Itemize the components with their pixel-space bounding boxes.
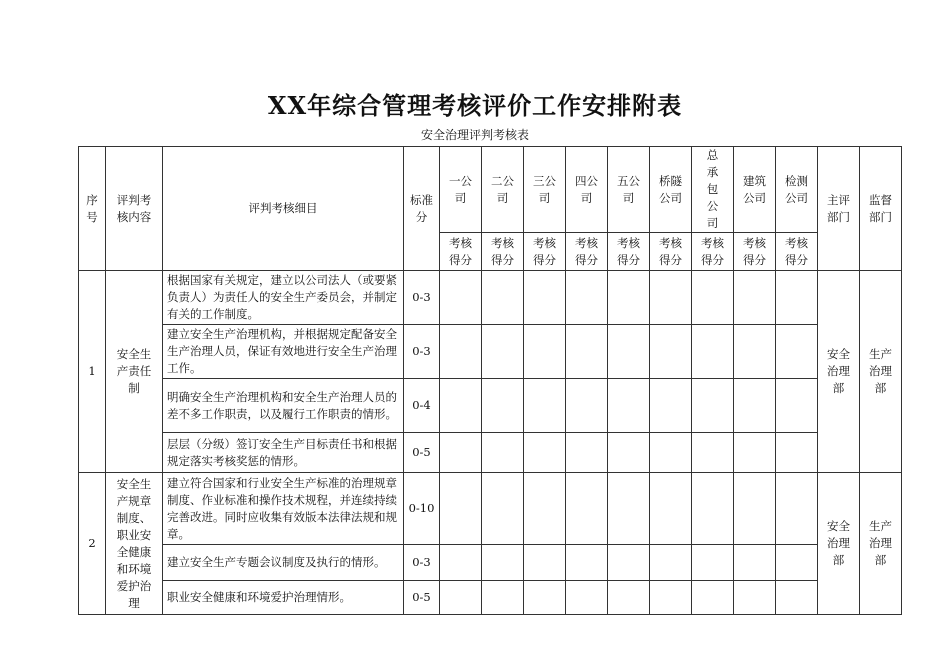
- score-input-cell[interactable]: [734, 379, 776, 433]
- group-content: 安全生产责任制: [106, 271, 163, 473]
- group-seq: 2: [79, 473, 106, 615]
- score-input-cell[interactable]: [608, 545, 650, 581]
- score-cell: 0-10: [404, 473, 440, 545]
- score-input-cell[interactable]: [734, 473, 776, 545]
- score-input-cell[interactable]: [650, 473, 692, 545]
- sub-header-score-4: 考核得分: [566, 233, 608, 271]
- group-content: 安全生产规章制度、职业安全健康和环境爱护治理: [106, 473, 163, 615]
- score-input-cell[interactable]: [776, 271, 818, 325]
- score-input-cell[interactable]: [566, 379, 608, 433]
- score-input-cell[interactable]: [566, 271, 608, 325]
- score-input-cell[interactable]: [734, 545, 776, 581]
- score-input-cell[interactable]: [776, 379, 818, 433]
- detail-cell: 建立安全生产专题会议制度及执行的情形。: [163, 545, 404, 581]
- score-input-cell[interactable]: [734, 271, 776, 325]
- score-input-cell[interactable]: [482, 581, 524, 615]
- sub-header-score-9: 考核得分: [776, 233, 818, 271]
- sub-header-score-5: 考核得分: [608, 233, 650, 271]
- score-input-cell[interactable]: [440, 433, 482, 473]
- score-input-cell[interactable]: [524, 545, 566, 581]
- score-input-cell[interactable]: [692, 545, 734, 581]
- header-row: [79, 147, 902, 233]
- score-cell: 0-4: [404, 379, 440, 433]
- header-company-4: 四公司: [566, 147, 608, 233]
- group-lead-dept: 安全治理部: [818, 271, 860, 473]
- sub-header-score-1: 考核得分: [440, 233, 482, 271]
- score-input-cell[interactable]: [566, 325, 608, 379]
- table-row: [79, 581, 902, 615]
- header-company-8: 建筑公司: [734, 147, 776, 233]
- score-input-cell[interactable]: [692, 581, 734, 615]
- score-input-cell[interactable]: [650, 325, 692, 379]
- score-input-cell[interactable]: [734, 433, 776, 473]
- score-input-cell[interactable]: [776, 473, 818, 545]
- score-input-cell[interactable]: [650, 433, 692, 473]
- score-cell: 0-3: [404, 271, 440, 325]
- sub-header-score-6: 考核得分: [650, 233, 692, 271]
- header-seq: 序号: [79, 147, 106, 271]
- score-input-cell[interactable]: [524, 581, 566, 615]
- header-company-7: 总承包公司: [692, 147, 734, 233]
- score-input-cell[interactable]: [566, 581, 608, 615]
- score-input-cell[interactable]: [776, 325, 818, 379]
- header-company-5: 五公司: [608, 147, 650, 233]
- score-input-cell[interactable]: [692, 325, 734, 379]
- header-content: 评判考核内容: [106, 147, 163, 271]
- score-input-cell[interactable]: [524, 325, 566, 379]
- table-row: [79, 545, 902, 581]
- detail-cell: 建立安全生产治理机构，并根据规定配备安全生产治理人员，保证有效地进行安全生产治理工作。: [163, 325, 404, 379]
- header-company-9: 检测公司: [776, 147, 818, 233]
- header-company-6: 桥隧公司: [650, 147, 692, 233]
- score-input-cell[interactable]: [524, 473, 566, 545]
- group-lead-dept: 安全治理部: [818, 473, 860, 615]
- score-input-cell[interactable]: [566, 473, 608, 545]
- score-input-cell[interactable]: [482, 473, 524, 545]
- header-company-2: 二公司: [482, 147, 524, 233]
- score-input-cell[interactable]: [692, 271, 734, 325]
- group-supervise-dept: 生产治理部: [860, 473, 902, 615]
- score-input-cell[interactable]: [440, 581, 482, 615]
- score-input-cell[interactable]: [776, 545, 818, 581]
- score-input-cell[interactable]: [650, 271, 692, 325]
- header-score: 标准分: [404, 147, 440, 271]
- sub-header-score-7: 考核得分: [692, 233, 734, 271]
- score-input-cell[interactable]: [482, 545, 524, 581]
- score-cell: 0-3: [404, 545, 440, 581]
- header-company-1: 一公司: [440, 147, 482, 233]
- table-row: [79, 473, 902, 545]
- score-input-cell[interactable]: [608, 473, 650, 545]
- score-input-cell[interactable]: [776, 433, 818, 473]
- table-row: [79, 433, 902, 473]
- score-input-cell[interactable]: [650, 545, 692, 581]
- header-supervise-dept: 监督部门: [860, 147, 902, 271]
- table-row: [79, 271, 902, 325]
- score-input-cell[interactable]: [692, 379, 734, 433]
- score-input-cell[interactable]: [524, 379, 566, 433]
- sub-header-score-8: 考核得分: [734, 233, 776, 271]
- score-input-cell[interactable]: [440, 545, 482, 581]
- detail-cell: 职业安全健康和环境爱护治理情形。: [163, 581, 404, 615]
- score-input-cell[interactable]: [608, 433, 650, 473]
- detail-cell: 根据国家有关规定，建立以公司法人（或要紧负责人）为责任人的安全生产委员会，并制定有关的工作制度。: [163, 271, 404, 325]
- score-input-cell[interactable]: [482, 325, 524, 379]
- score-input-cell[interactable]: [482, 379, 524, 433]
- score-input-cell[interactable]: [440, 379, 482, 433]
- header-detail: 评判考核细目: [163, 147, 404, 271]
- score-input-cell[interactable]: [692, 433, 734, 473]
- score-input-cell[interactable]: [524, 433, 566, 473]
- score-input-cell[interactable]: [734, 581, 776, 615]
- score-cell: 0-5: [404, 581, 440, 615]
- table-subtitle: 安全治理评判考核表: [420, 128, 529, 142]
- score-input-cell[interactable]: [608, 581, 650, 615]
- score-input-cell[interactable]: [692, 473, 734, 545]
- score-input-cell[interactable]: [482, 271, 524, 325]
- score-input-cell[interactable]: [608, 271, 650, 325]
- detail-cell: 层层（分级）签订安全生产目标责任书和根据规定落实考核奖惩的情形。: [163, 433, 404, 473]
- score-input-cell[interactable]: [440, 271, 482, 325]
- detail-cell: 建立符合国家和行业安全生产标准的治理规章制度、作业标准和操作技术规程，并连续持续完善改进。同时应收集有效版本法律法规和规章。: [163, 473, 404, 545]
- score-input-cell[interactable]: [776, 581, 818, 615]
- page-title: XX年综合管理考核评价工作安排附表: [267, 91, 683, 120]
- assessment-table: [78, 146, 902, 615]
- sub-header-score-3: 考核得分: [524, 233, 566, 271]
- score-input-cell[interactable]: [566, 545, 608, 581]
- score-input-cell[interactable]: [734, 325, 776, 379]
- score-cell: 0-3: [404, 325, 440, 379]
- score-input-cell[interactable]: [608, 325, 650, 379]
- score-input-cell[interactable]: [566, 433, 608, 473]
- score-input-cell[interactable]: [482, 433, 524, 473]
- score-input-cell[interactable]: [524, 271, 566, 325]
- group-supervise-dept: 生产治理部: [860, 271, 902, 473]
- score-input-cell[interactable]: [650, 379, 692, 433]
- detail-cell: 明确安全生产治理机构和安全生产治理人员的差不多工作职责，以及履行工作职责的情形。: [163, 379, 404, 433]
- sub-header-score-2: 考核得分: [482, 233, 524, 271]
- table-row: [79, 325, 902, 379]
- header-company-3: 三公司: [524, 147, 566, 233]
- score-input-cell[interactable]: [440, 325, 482, 379]
- group-seq: 1: [79, 271, 106, 473]
- score-input-cell[interactable]: [650, 581, 692, 615]
- table-row: [79, 379, 902, 433]
- score-input-cell[interactable]: [608, 379, 650, 433]
- score-cell: 0-5: [404, 433, 440, 473]
- header-lead-dept: 主评部门: [818, 147, 860, 271]
- score-input-cell[interactable]: [440, 473, 482, 545]
